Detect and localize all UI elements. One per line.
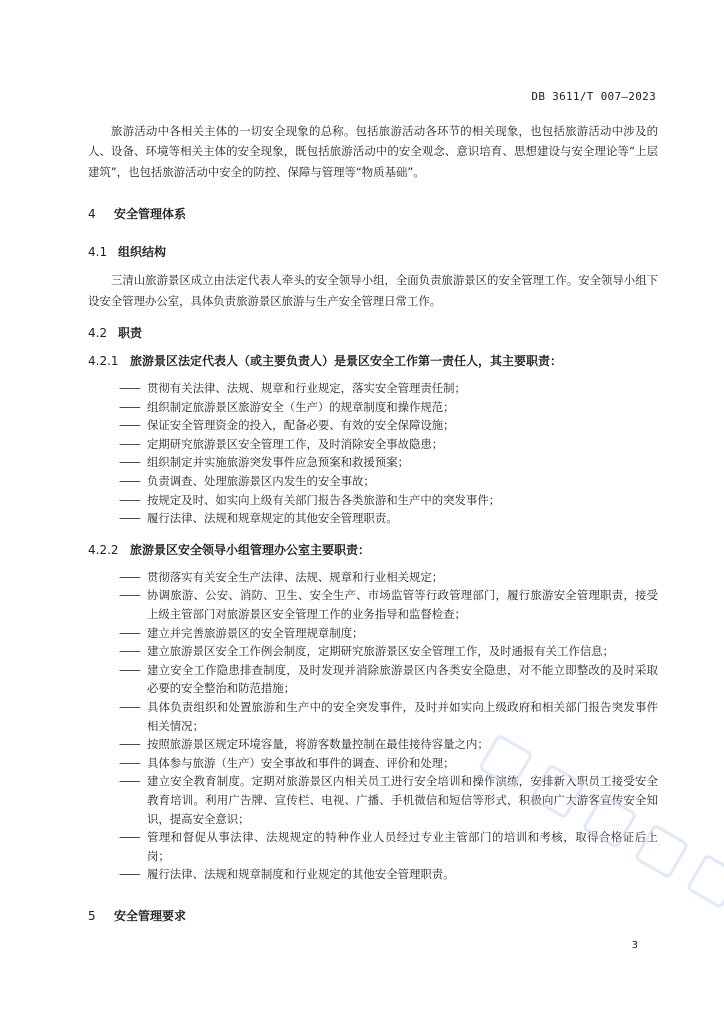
section-5-heading bbox=[88, 906, 658, 926]
item-dash: —— bbox=[119, 737, 140, 752]
item-text: 建立并完善旅游景区的安全管理规章制度； bbox=[147, 625, 364, 640]
list-item bbox=[88, 698, 658, 735]
section-4-2-1-title: 旅游景区法定代表人（或主要负责人）是景区安全工作第一责任人，其主要职责： bbox=[130, 354, 563, 369]
section-4-number: 4 bbox=[88, 207, 96, 222]
section-4-2-number: 4.2 bbox=[88, 326, 108, 341]
item-dash: —— bbox=[119, 399, 140, 414]
item-dash: —— bbox=[119, 492, 140, 507]
document-body bbox=[88, 121, 658, 926]
item-text: 组织制定旅游景区旅游安全（生产）的规章制度和操作规范； bbox=[147, 399, 455, 414]
item-dash: —— bbox=[119, 699, 140, 714]
item-text: 协调旅游、公安、消防、卫生、安全生产、市场监管等行政管理部门，履行旅游安全管理职责，接受上级主管部门对旅游景区安全管理工作的业务指导和监督检查； bbox=[147, 588, 658, 621]
section-4-2-2-list bbox=[88, 568, 658, 884]
item-text: 管理和督促从事法律、法规规定的特种作业人员经过专业主管部门的培训和考核，取得合格证后上岗； bbox=[147, 830, 658, 863]
item-dash: —— bbox=[119, 455, 140, 470]
item-text: 按规定及时、如实向上级有关部门报告各类旅游和生产中的突发事件； bbox=[147, 492, 501, 507]
list-item bbox=[88, 828, 658, 865]
item-dash: —— bbox=[119, 625, 140, 640]
section-4-title: 安全管理体系 bbox=[114, 207, 187, 222]
item-dash: —— bbox=[119, 867, 140, 882]
section-5-title: 安全管理要求 bbox=[114, 908, 187, 923]
item-text: 履行法律、法规和规章制度和行业规定的其他安全管理职责。 bbox=[147, 867, 455, 882]
item-dash: —— bbox=[119, 774, 140, 789]
list-item bbox=[88, 491, 658, 510]
item-dash: —— bbox=[119, 436, 140, 451]
list-item bbox=[88, 416, 658, 435]
list-item bbox=[88, 642, 658, 661]
section-4-2-1-number: 4.2.1 bbox=[88, 354, 119, 369]
section-4-1-number: 4.1 bbox=[88, 245, 108, 260]
item-dash: —— bbox=[119, 755, 140, 770]
list-item bbox=[88, 568, 658, 587]
section-4-2-2-title: 旅游景区安全领导小组管理办公室主要职责： bbox=[130, 542, 371, 557]
section-4-2-2-heading bbox=[88, 540, 658, 560]
list-item bbox=[88, 453, 658, 472]
list-item bbox=[88, 509, 658, 528]
section-5-number: 5 bbox=[88, 908, 96, 923]
item-dash: —— bbox=[119, 662, 140, 677]
item-text: 组织制定并实施旅游突发事件应急预案和救援预案； bbox=[147, 455, 409, 470]
item-text: 建立安全工作隐患排查制度，及时发现并消除旅游景区内各类安全隐患，对不能立即整改的及时采取必要的安全整治和防范措施； bbox=[147, 662, 658, 696]
item-dash: —— bbox=[119, 381, 140, 396]
section-4-2-2-number: 4.2.2 bbox=[88, 542, 119, 557]
item-text: 定期研究旅游景区安全管理工作，及时消除安全事故隐患； bbox=[147, 436, 444, 451]
item-text: 负责调查、处理旅游景区内发生的安全事故； bbox=[147, 474, 375, 488]
item-text: 建立旅游景区安全工作例会制度，定期研究旅游景区安全管理工作，及时通报有关工作信息； bbox=[147, 644, 615, 659]
list-item bbox=[88, 754, 658, 773]
item-dash: —— bbox=[119, 418, 140, 433]
section-4-2-heading bbox=[88, 323, 658, 343]
item-text: 贯彻落实有关安全生产法律、法规、规章和行业相关规定； bbox=[147, 569, 444, 584]
list-item bbox=[88, 772, 658, 828]
list-item bbox=[88, 661, 658, 698]
item-dash: —— bbox=[119, 644, 140, 659]
standard-code: DB 3611/T 007—2023 bbox=[531, 90, 656, 103]
intro-paragraph: 旅游活动中各相关主体的一切安全现象的总称。包括旅游活动各环节的相关现象，也包括旅游活动中涉及的人、设备、环境等相关主体的安全现象，既包括旅游活动中的安全观念、意识培育、思想建设与安全理论等“上层建筑”，也包括旅游活动中安全的防控、保障与管理等“物质基础”。 bbox=[88, 124, 658, 179]
list-item bbox=[88, 624, 658, 643]
section-4-2-1-list bbox=[88, 379, 658, 528]
page-number: 3 bbox=[631, 940, 638, 951]
item-dash: —— bbox=[119, 474, 140, 488]
item-dash: —— bbox=[119, 588, 140, 603]
section-4-2-1-heading bbox=[88, 351, 658, 371]
item-text: 建立安全教育制度。定期对旅游景区内相关员工进行安全培训和操作演练，安排新入职员工接受安全教育培训。利用广告牌、宣传栏、电视、广播、手机微信和短信等形式，积极向广大游客宣传安全知识，提高安全意识； bbox=[147, 774, 658, 826]
section-4-1-heading bbox=[88, 242, 658, 262]
item-text: 保证安全管理资金的投入，配备必要、有效的安全保障设施； bbox=[147, 418, 455, 433]
list-item bbox=[88, 586, 658, 623]
list-item bbox=[88, 398, 658, 417]
section-4-2-title: 职责 bbox=[118, 326, 143, 341]
list-item bbox=[88, 865, 658, 884]
item-dash: —— bbox=[119, 569, 140, 584]
section-4-1-title: 组织结构 bbox=[118, 245, 167, 260]
item-text: 具体参与旅游（生产）安全事故和事件的调查、评价和处理； bbox=[147, 755, 455, 770]
list-item bbox=[88, 435, 658, 454]
item-text: 按照旅游景区规定环境容量，将游客数量控制在最佳接待容量之内； bbox=[147, 737, 489, 752]
list-item bbox=[88, 379, 658, 398]
section-4-heading bbox=[88, 204, 658, 224]
list-item bbox=[88, 472, 658, 491]
item-text: 具体负责组织和处置旅游和生产中的安全突发事件，及时并如实向上级政府和相关部门报告突发事件相关情况； bbox=[147, 699, 658, 733]
section-4-1-body: 三清山旅游景区成立由法定代表人牵头的安全领导小组，全面负责旅游景区的安全管理工作。安全领导小组下设安全管理办公室，具体负责旅游景区旅游与生产安全管理日常工作。 bbox=[88, 273, 658, 308]
item-dash: —— bbox=[119, 830, 140, 845]
list-item bbox=[88, 735, 658, 754]
item-text: 贯彻有关法律、法规、规章和行业规定，落实安全管理责任制； bbox=[147, 381, 466, 396]
item-text: 履行法律、法规和规章规定的其他安全管理职责。 bbox=[147, 511, 398, 526]
item-dash: —— bbox=[119, 511, 140, 526]
